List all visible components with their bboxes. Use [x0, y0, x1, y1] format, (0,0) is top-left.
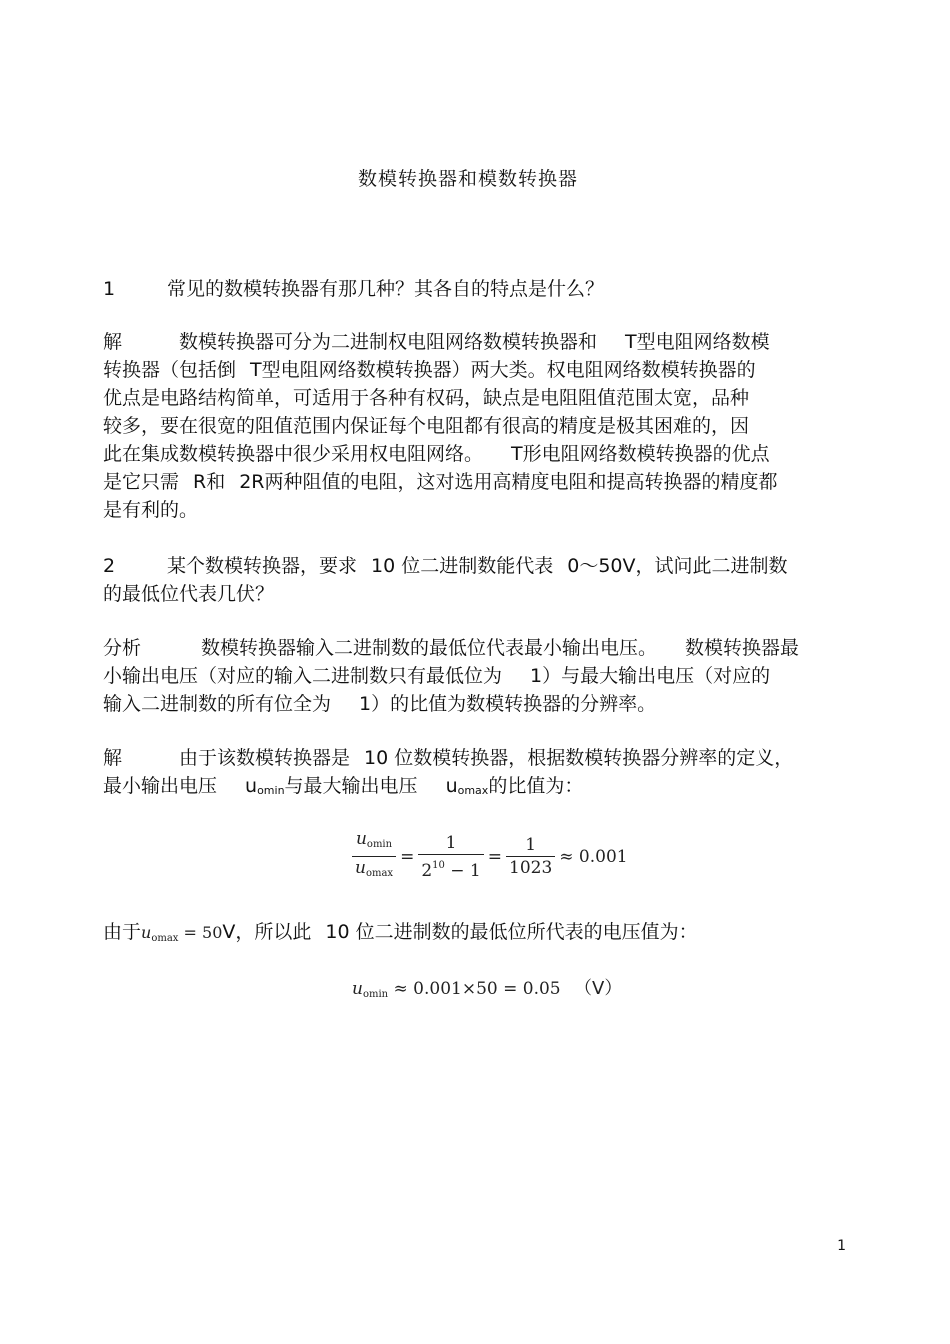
equation-umin: uomin ≈ 0.001×50 = 0.05 （V） — [352, 978, 623, 1000]
answer-1-line-7: 是有利的。 — [103, 499, 199, 521]
fraction-one-over-1023: $\frac{1}{1023}$ — [506, 834, 555, 879]
answer-label: 解 — [103, 331, 123, 353]
fraction-one-over-2pow10: $\frac{1}{2^{10} - 1}$ — [418, 832, 483, 882]
equation-ratio: $\frac{uomin}{uomax}$ = $\frac{1}{2^{10} - 1}$ = $\frac{1}{1023}$ ≈ 0.001 — [352, 828, 632, 885]
page-number: 1 — [837, 1238, 846, 1254]
answer-2-line-1: 解 由于该数模转换器是 10 位数模转换器，根据数模转换器分辨率的定义， — [103, 744, 793, 772]
answer-1-line-3: 优点是电路结构简单，可适用于各种有权码，缺点是电阻阻值范围太宽，品种 — [103, 387, 750, 409]
answer-1-line-6: 是它只需 R和 2R两种阻值的电阻，这对选用高精度电阻和提高转换器的精度都 — [103, 471, 778, 493]
fraction-u-ratio: $\frac{uomin}{uomax}$ — [352, 828, 396, 885]
statement-umax: 由于uomax = 50V，所以此 10 位二进制数的最低位所代表的电压值为： — [103, 921, 698, 944]
question-number: 1 — [103, 278, 116, 300]
question-number: 2 — [103, 555, 116, 577]
answer-1-line-5: 此在集成数模转换器中很少采用权电阻网络。 T形电阻网络数模转换器的优点 — [103, 443, 770, 465]
answer-1-line-1: 解 数模转换器可分为二进制权电阻网络数模转换器和 T型电阻网络数模 — [103, 328, 770, 356]
analysis-line-3: 输入二进制数的所有位全为 1）的比值为数模转换器的分辨率。 — [103, 693, 657, 715]
question-2-line-2: 的最低位代表几伏？ — [103, 583, 275, 605]
document-title: 数模转换器和模数转换器 — [357, 168, 578, 190]
answer-label: 解 — [103, 747, 123, 769]
analysis-line-1: 分析 数模转换器输入二进制数的最低位代表最小输出电压。 数模转换器最 — [103, 634, 799, 662]
question-text: 常见的数模转换器有那几种？其各自的特点是什么？ — [167, 278, 605, 300]
question-1 — [103, 275, 604, 303]
answer-2-line-2: 最小输出电压 uomin与最大输出电压 uomax的比值为： — [103, 775, 584, 797]
answer-1-line-2: 转换器（包括倒 T型电阻网络数模转换器）两大类。权电阻网络数模转换器的 — [103, 359, 756, 381]
answer-1-line-4: 较多，要在很宽的阻值范围内保证每个电阻都有很高的精度是极其困难的，因 — [103, 415, 750, 437]
analysis-label: 分析 — [103, 637, 142, 659]
analysis-line-2: 小输出电压（对应的输入二进制数只有最低位为 1）与最大输出电压（对应的 — [103, 665, 771, 687]
question-2-line-1: 2 某个数模转换器，要求 10 位二进制数能代表 0～50V，试问此二进制数 — [103, 552, 788, 580]
